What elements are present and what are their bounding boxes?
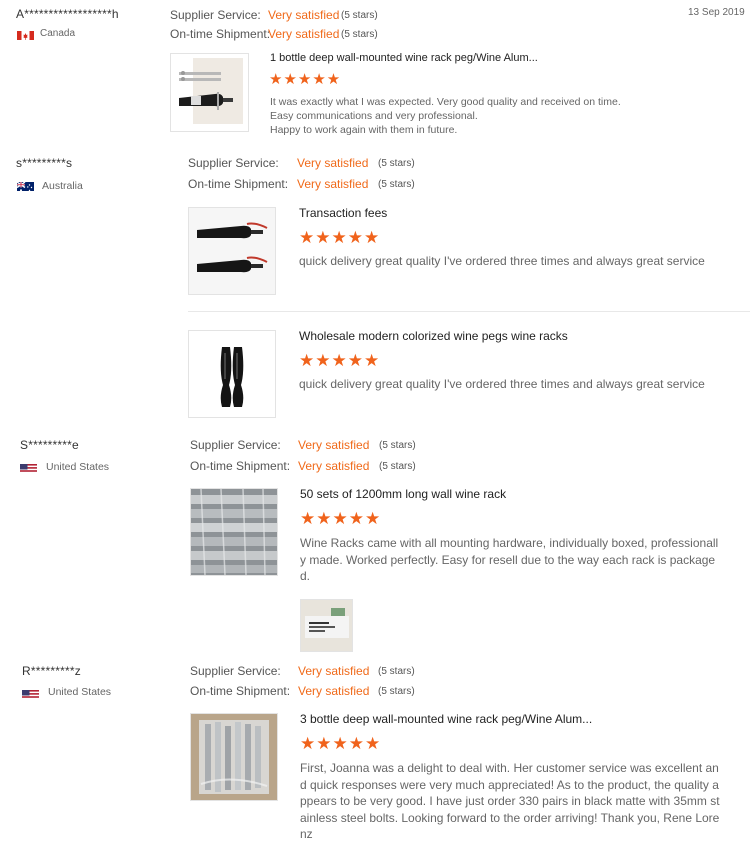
ontime-shipment-stars: (5 stars) (378, 686, 415, 697)
rating-stars: ★★★★★ (269, 71, 342, 88)
flag-australia-icon (17, 180, 34, 191)
supplier-service-stars: (5 stars) (341, 10, 378, 21)
product-thumbnail[interactable] (188, 207, 276, 295)
review-photo[interactable] (300, 599, 353, 652)
supplier-service-value: Very satisfied (268, 8, 340, 22)
flag-united-states-icon (22, 688, 39, 699)
reviewer-name: S*********e (20, 438, 79, 452)
divider (188, 311, 750, 312)
ontime-shipment-label: On-time Shipment: (188, 177, 289, 191)
ontime-shipment-stars: (5 stars) (379, 461, 416, 472)
reviewer-country: Australia (42, 180, 83, 192)
ontime-shipment-value: Very satisfied (297, 177, 369, 191)
review-text: Wine Racks came with all mounting hardware, individually boxed, professionall y made. Worked perfectly. Easy for resell due to the way each rack is package d. (300, 536, 719, 583)
supplier-service-value: Very satisfied (298, 438, 370, 452)
review-text: quick delivery great quality I've ordered three times and always great service (299, 377, 705, 391)
rating-stars: ★★★★★ (299, 351, 381, 370)
ontime-shipment-stars: (5 stars) (341, 29, 378, 40)
rating-stars: ★★★★★ (299, 228, 381, 247)
supplier-service-label: Supplier Service: (190, 664, 281, 678)
reviewer-country: United States (46, 461, 110, 473)
flag-canada-icon (17, 29, 34, 40)
review-text: First, Joanna was a delight to deal with. Her customer service was excellent an d quick responses were very much appreciated! As to the product, the quality a ppears to be very good. I have just order 330 pairs in black matte with 35mm st ainless steel bolts. Looking forward to the order arriving! Thank you, Rene Lore nz (300, 761, 720, 841)
reviewer-name: A******************h (16, 7, 119, 21)
product-thumbnail[interactable] (190, 713, 278, 801)
product-title[interactable]: Wholesale modern colorized wine pegs wine racks (299, 329, 568, 343)
ontime-shipment-label: On-time Shipment: (190, 684, 291, 698)
product-title[interactable]: Transaction fees (299, 206, 388, 220)
product-title[interactable]: 50 sets of 1200mm long wall wine rack (300, 487, 507, 501)
product-thumbnail[interactable] (170, 53, 249, 132)
reviewer-country: United States (48, 686, 112, 698)
supplier-service-value: Very satisfied (297, 156, 369, 170)
supplier-service-stars: (5 stars) (379, 440, 416, 451)
rating-stars: ★★★★★ (300, 734, 382, 753)
ontime-shipment-label: On-time Shipment: (170, 27, 271, 41)
supplier-service-label: Supplier Service: (188, 156, 279, 170)
ontime-shipment-stars: (5 stars) (378, 179, 415, 190)
supplier-service-stars: (5 stars) (378, 666, 415, 677)
supplier-service-label: Supplier Service: (170, 8, 261, 22)
reviewer-name: s*********s (16, 156, 73, 170)
product-title[interactable]: 3 bottle deep wall-mounted wine rack peg/Wine Alum... (300, 712, 593, 726)
ontime-shipment-label: On-time Shipment: (190, 459, 291, 473)
product-thumbnail[interactable] (188, 330, 276, 418)
review-date: 13 Sep 2019 (688, 7, 745, 18)
supplier-service-label: Supplier Service: (190, 438, 281, 452)
ontime-shipment-value: Very satisfied (298, 459, 370, 473)
review-text: quick delivery great quality I've ordered three times and always great service (299, 254, 705, 268)
reviewer-name: R*********z (22, 664, 81, 678)
rating-stars: ★★★★★ (300, 509, 382, 528)
supplier-service-stars: (5 stars) (378, 158, 415, 169)
ontime-shipment-value: Very satisfied (298, 684, 370, 698)
product-title[interactable]: 1 bottle deep wall-mounted wine rack peg/Wine Alum... (270, 52, 538, 64)
supplier-service-value: Very satisfied (298, 664, 370, 678)
reviewer-country: Canada (40, 28, 76, 39)
ontime-shipment-value: Very satisfied (268, 27, 340, 41)
product-thumbnail[interactable] (190, 488, 278, 576)
review-text: It was exactly what I was expected. Very good quality and received on time. Easy communications and very professional. Happy to work again with them in future. (270, 96, 621, 136)
flag-united-states-icon (20, 462, 37, 473)
